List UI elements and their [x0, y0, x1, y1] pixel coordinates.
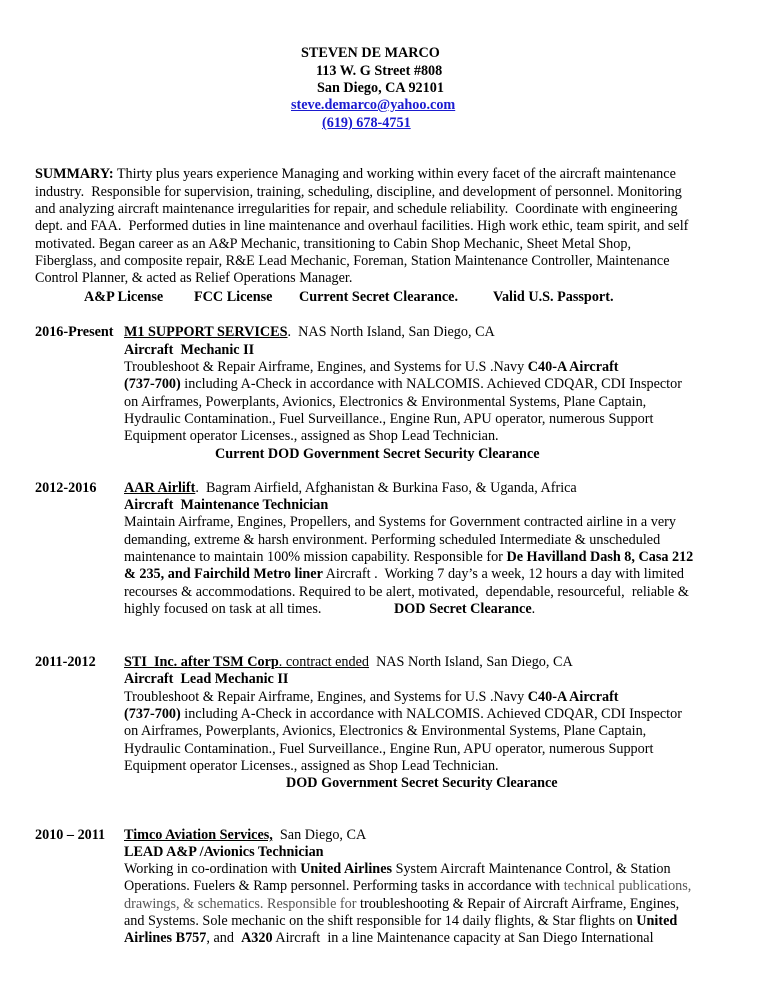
job-title: Aircraft Mechanic II [124, 342, 255, 358]
job-desc-line: drawings, & schematics. Responsible for troubleshooting & Repair of Aircraft Airframe, Engines, [124, 896, 680, 912]
job-desc-line: Troubleshoot & Repair Airframe, Engines, and Systems for U.S .Navy C40-A Aircraft [124, 359, 619, 375]
email-link[interactable]: steve.demarco@yahoo.com [291, 97, 456, 113]
job-employer-line: STI Inc. after TSM Corp. contract ended NAS North Island, San Diego, CA [124, 654, 573, 670]
job-desc-line: Equipment operator Licenses., assigned as Shop Lead Technician. [124, 428, 499, 444]
job-dates: 2012-2016 [35, 480, 97, 496]
summary-line-7: Control Planner, & acted as Relief Operations Manager. [35, 270, 353, 286]
job-employer-line: Timco Aviation Services, San Diego, CA [124, 827, 367, 843]
job-title: LEAD A&P /Avionics Technician [124, 844, 324, 860]
employer-name: Timco Aviation Services, [124, 827, 273, 843]
job-dates: 2016-Present [35, 324, 114, 340]
job-desc-line: on Airframes, Powerplants, Avionics, Electronics & Environmental Systems, Plane Captain, [124, 723, 647, 739]
job-desc-line: maintenance to maintain 100% mission capability. Responsible for De Havilland Dash 8, Casa 212 [124, 549, 694, 565]
job-desc-line: Working in co-ordination with United Airlines System Aircraft Maintenance Control, & Station [124, 861, 671, 877]
summary-line-4: dept. and FAA. Performed duties in line maintenance and overhaul facilities. High work ethic, team spirit, and self [35, 218, 689, 234]
job-desc-line: Equipment operator Licenses., assigned as Shop Lead Technician. [124, 758, 499, 774]
job-employer-line: M1 SUPPORT SERVICES. NAS North Island, San Diego, CA [124, 324, 495, 340]
job-desc-line: & 235, and Fairchild Metro liner Aircraft . Working 7 day’s a week, 12 hours a day with limited [124, 566, 684, 582]
job-title: Aircraft Maintenance Technician [124, 497, 329, 513]
job-dates: 2011-2012 [35, 654, 96, 670]
job-desc-line: on Airframes, Powerplants, Avionics, Electronics & Environmental Systems, Plane Captain, [124, 394, 647, 410]
job-desc-line: highly focused on task at all times. [124, 601, 322, 617]
job-desc-line: (737-700) including A-Check in accordance with NALCOMIS. Achieved CDQAR, CDI Inspector [124, 376, 682, 392]
summary-line-2: industry. Responsible for supervision, training, scheduling, discipline, and development of personnel. Monitoring [35, 184, 682, 200]
job-desc-line: Hydraulic Contamination., Fuel Surveillance., Engine Run, APU operator, numerous Support [124, 411, 654, 427]
credential-ap-license: A&P License [84, 289, 164, 305]
job-desc-line: Troubleshoot & Repair Airframe, Engines, and Systems for U.S .Navy C40-A Aircraft [124, 689, 619, 705]
address-line-2: San Diego, CA 92101 [317, 80, 444, 96]
job-title: Aircraft Lead Mechanic II [124, 671, 289, 687]
summary-line-5: motivated. Began career as an A&P Mechanic, transitioning to Cabin Shop Mechanic, Sheet Metal Shop, [35, 236, 631, 252]
job-desc-line: Airlines B757, and A320 Aircraft in a line Maintenance capacity at San Diego International [124, 930, 654, 946]
job-clearance: Current DOD Government Secret Security Clearance [215, 446, 540, 462]
candidate-name: STEVEN DE MARCO [301, 45, 440, 61]
job-clearance: DOD Government Secret Security Clearance [286, 775, 558, 791]
credential-secret-clearance: Current Secret Clearance. [299, 289, 459, 305]
job-desc-line: Maintain Airframe, Engines, Propellers, and Systems for Government contracted airline in a very [124, 514, 676, 530]
employer-name: AAR Airlift [124, 480, 196, 496]
job-desc-line: Operations. Fuelers & Ramp personnel. Performing tasks in accordance with technical publications, [124, 878, 692, 894]
job-employer-line: AAR Airlift. Bagram Airfield, Afghanistan & Burkina Faso, & Uganda, Africa [124, 480, 577, 496]
address-line-1: 113 W. G Street #808 [316, 63, 443, 79]
job-desc-line: and Systems. Sole mechanic on the shift responsible for 14 daily flights, & Star flights on United [124, 913, 678, 929]
job-desc-line: recourses & accommodations. Required to be alert, motivated, dependable, resourceful, reliable & [124, 584, 689, 600]
employer-name: M1 SUPPORT SERVICES [124, 324, 288, 340]
summary-label: SUMMARY: [35, 166, 114, 182]
job-desc-line: demanding, extreme & harsh environment. Performing scheduled Intermediate & unscheduled [124, 532, 661, 548]
summary-line-3: and analyzing aircraft maintenance irregularities for repair, and schedule reliability. Coordinate with engineering [35, 201, 678, 217]
phone-link[interactable]: (619) 678-4751 [322, 115, 411, 131]
credential-fcc-license: FCC License [194, 289, 273, 305]
summary-line-1: SUMMARY: Thirty plus years experience Managing and working within every facet of the aircraft maintenance [35, 166, 676, 182]
job-desc-line: (737-700) including A-Check in accordance with NALCOMIS. Achieved CDQAR, CDI Inspector [124, 706, 682, 722]
summary-line-6: Fiberglass, and composite repair, R&E Lead Mechanic, Foreman, Station Maintenance Controller, Maintenance [35, 253, 670, 269]
job-dates: 2010 – 2011 [35, 827, 106, 843]
job-desc-line: Hydraulic Contamination., Fuel Surveillance., Engine Run, APU operator, numerous Support [124, 741, 654, 757]
employer-name: STI Inc. after TSM Corp [124, 654, 279, 670]
job-clearance: DOD Secret Clearance. [394, 601, 536, 617]
credential-passport: Valid U.S. Passport. [493, 289, 614, 305]
